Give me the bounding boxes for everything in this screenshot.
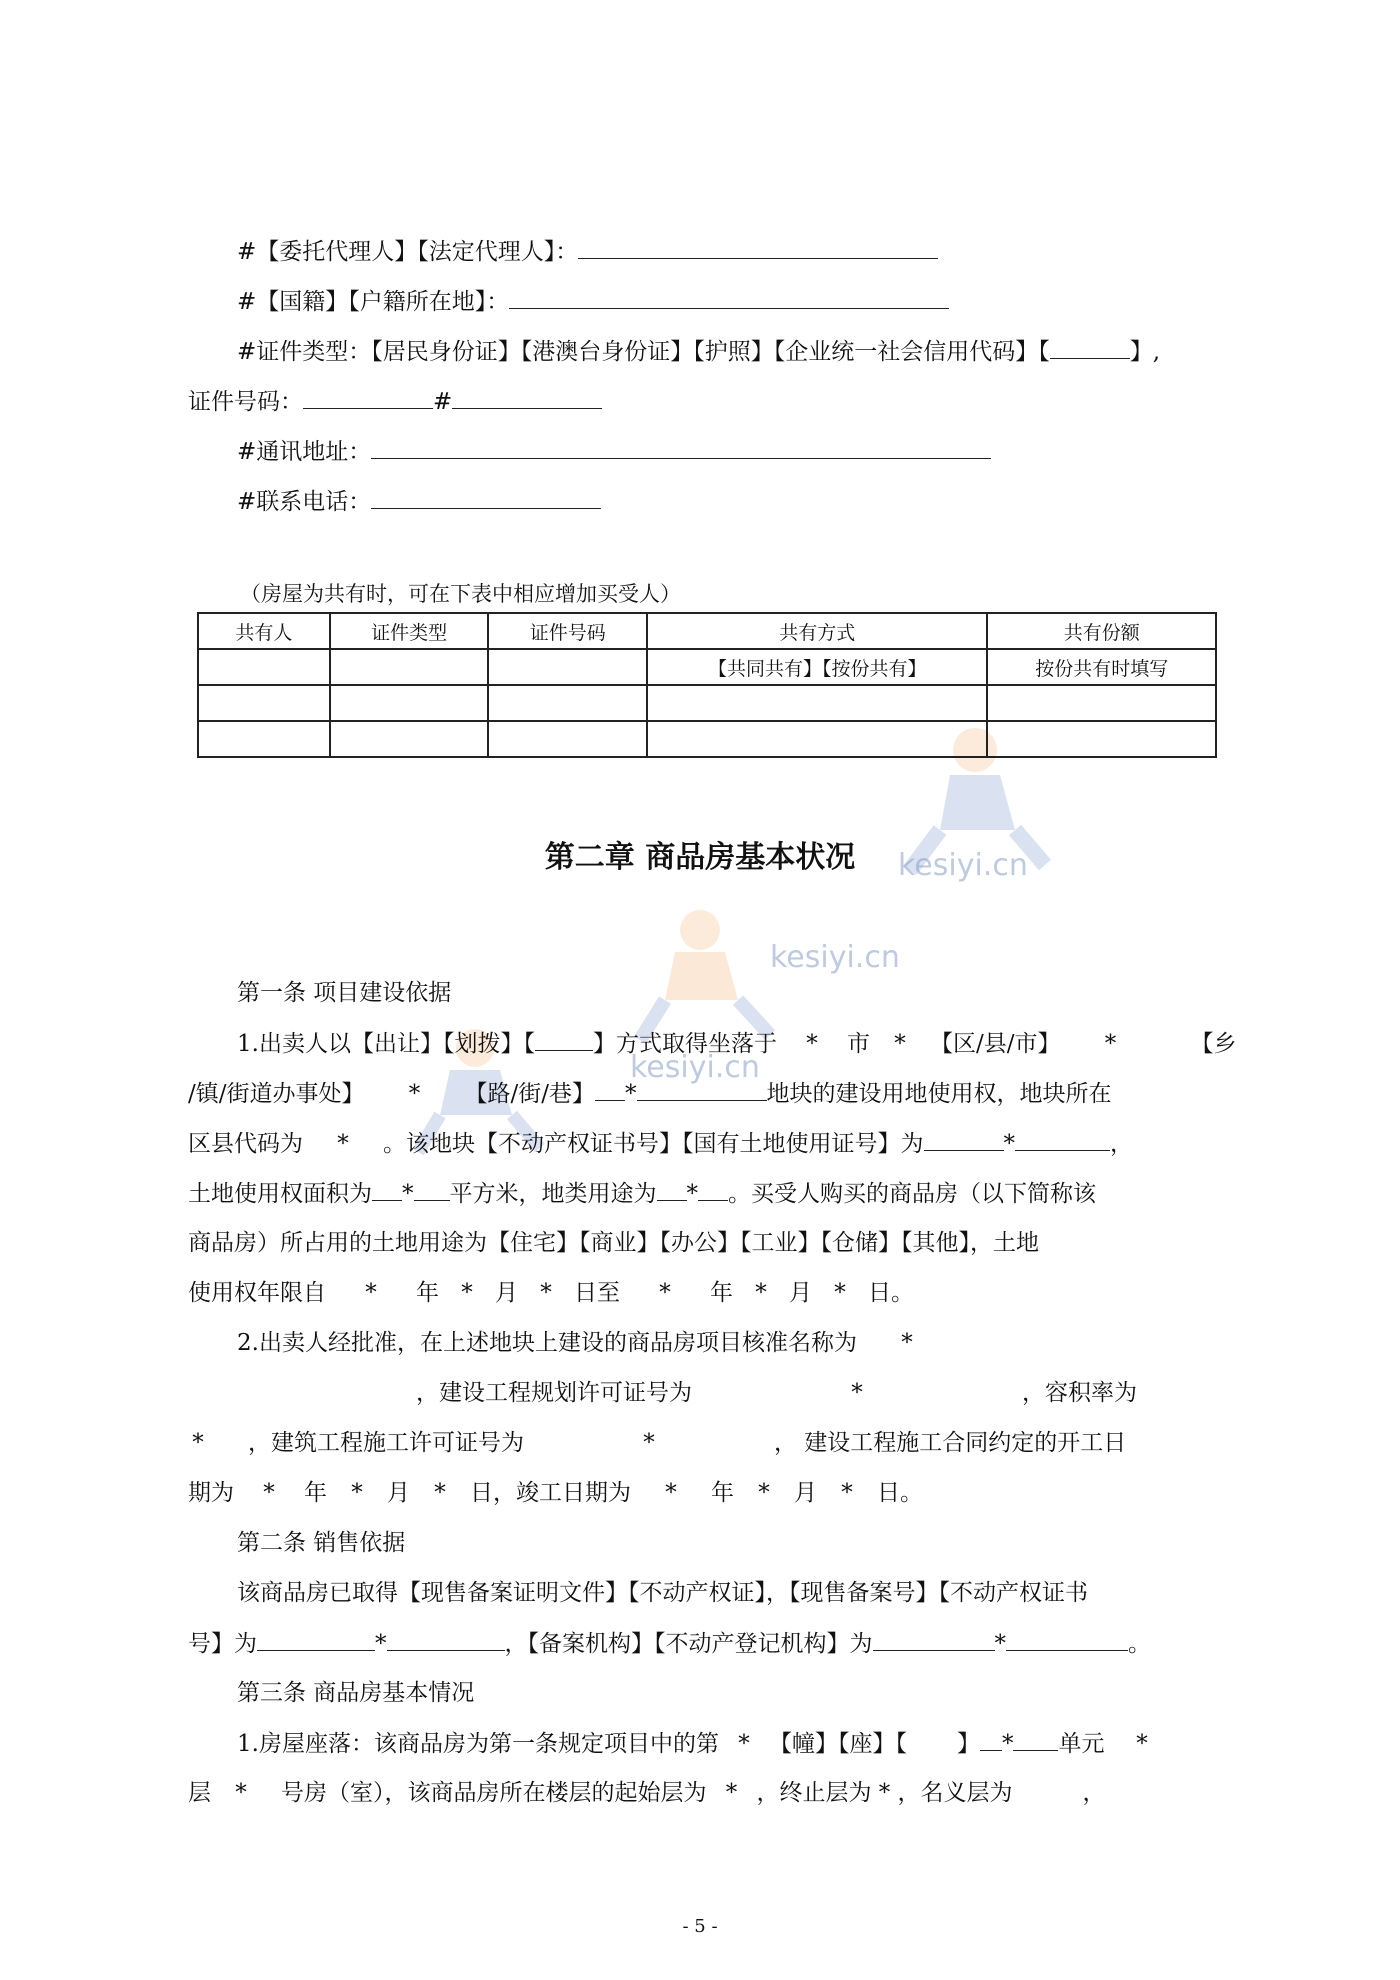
star-mark: * [365,1280,377,1306]
star-mark: * [643,1430,655,1456]
text-span: 单元 [1058,1731,1105,1757]
text-span: 市 [846,1031,870,1057]
star-mark: * [337,1131,349,1157]
star-mark: * [375,1631,387,1657]
star-mark: * [1104,1031,1117,1057]
nationality-line [237,286,949,317]
article-1-p2-line-4 [188,1478,923,1508]
text-span: 。买受人购买的商品房（以下简称该 [728,1181,1096,1207]
table-cell: 【共同共有】【按份共有】 [647,649,987,685]
text-span: 年 [710,1280,733,1306]
text-span: 【幢】【座】【 [768,1731,907,1757]
blank [257,1628,375,1651]
star-mark: * [408,1081,421,1107]
owners-table [197,612,1217,758]
text-span: 号房（室），该商品房所在楼层的起始层为 [281,1780,707,1806]
address-label: #通讯地址： [237,439,372,465]
agent-blank [578,236,938,259]
phone-line [237,486,601,517]
text-span: 层 [188,1780,211,1806]
text-span: 】 [956,1731,980,1757]
text-span: ， [1110,1131,1133,1157]
id-number-blank-2 [452,386,602,409]
id-number-hash: # [433,389,453,415]
owners-header-cell: 共有方式 [647,613,987,649]
text-span: 使用权年限自 [188,1280,326,1306]
text-span: 日。 [868,1280,914,1306]
text-span: ，建设工程规划许可证号为 [416,1380,692,1406]
star-mark: * [263,1480,275,1506]
star-mark: * [834,1280,846,1306]
star-mark: * [402,1181,414,1207]
star-mark: * [894,1031,906,1057]
text-span: 年 [711,1480,734,1506]
star-mark: * [755,1280,767,1306]
star-mark: * [841,1480,853,1506]
watermark-text: kesiyi.cn [898,848,1028,883]
article-2-title: 第二条 销售依据 [237,1530,406,1556]
text-span: 1.出卖人以【出让】【划拨】【 [237,1031,535,1057]
blank [698,1178,728,1201]
text-span: 号】为 [188,1631,257,1657]
star-mark: * [461,1280,473,1306]
id-number-label: 证件号码： [188,389,303,415]
text-span: 日，竣工日期为 [470,1480,631,1506]
text-span: 区县代码为 [188,1131,303,1157]
blank [535,1028,593,1051]
text-span: 】方式取得坐落于 [592,1031,777,1057]
owners-table-caption: （房屋为共有时，可在下表中相应增加买受人） [240,582,681,606]
text-span: 月 [789,1280,812,1306]
text-span: ，建筑工程施工许可证号为 [248,1430,524,1456]
text-span: 期为 [188,1480,234,1506]
blank [595,1078,625,1101]
star-mark: * [192,1430,204,1456]
table-cell [488,685,647,721]
star-mark: * [665,1480,677,1506]
text-span: ，【备案机构】【不动产登记机构】为 [504,1631,873,1657]
phone-blank [371,486,601,509]
article-1-p2-line-3 [188,1428,1126,1458]
chapter-title: 第二章 商品房基本状况 [544,840,856,875]
id-number-line [188,386,602,417]
star-mark: * [1001,1731,1014,1757]
blank [637,1078,767,1101]
article-1-p1-line-1 [237,1028,1236,1059]
article-3-line-1 [237,1728,1179,1759]
text-span: ， [1082,1780,1106,1806]
text-span: 【路/街/巷】 [464,1081,595,1107]
nationality-label: #【国籍】【户籍所在地】： [237,289,510,315]
text-span: ，名义层为 [897,1780,1013,1806]
table-cell [198,721,330,757]
text-span: 【乡 [1190,1031,1237,1057]
text-span: 日至 [574,1280,620,1306]
blank [372,1178,402,1201]
owners-header-cell: 证件类型 [330,613,489,649]
phone-label: #联系电话： [237,489,372,515]
text-span: 2.出卖人经批准，在上述地块上建设的商品房项目核准名称为 [237,1330,857,1356]
star-mark: * [540,1280,552,1306]
star-mark: * [1136,1731,1148,1757]
table-cell [647,721,987,757]
watermark-text: kesiyi.cn [630,1050,760,1085]
blank [873,1628,995,1651]
star-mark: * [725,1780,738,1806]
text-span: 地块的建设用地使用权，地块所在 [766,1081,1112,1107]
star-mark: * [686,1181,698,1207]
owners-header-cell: 共有人 [198,613,330,649]
blank [1015,1128,1110,1151]
table-cell [987,685,1216,721]
table-cell [488,721,647,757]
id-type-other-blank [1050,336,1130,359]
table-cell [330,649,489,685]
text-span: 【区/县/市】 [929,1031,1061,1057]
article-3-line-2 [188,1778,1106,1808]
star-mark: * [994,1631,1006,1657]
star-mark: * [659,1280,671,1306]
star-mark: * [351,1480,363,1506]
address-blank [371,436,991,459]
table-cell [987,721,1216,757]
star-mark: * [878,1780,891,1806]
star-mark: * [235,1780,247,1806]
article-2-line-1: 该商品房已取得【现售备案证明文件】【不动产权证】，【现售备案号】【不动产权证书 [237,1580,1088,1606]
blank [414,1178,450,1201]
blank [387,1628,505,1651]
address-line [237,436,991,467]
id-number-blank-1 [303,386,433,409]
text-span: 土地使用权面积为 [188,1181,372,1207]
text-span: 1.房屋座落：该商品房为第一条规定项目中的第 [237,1731,719,1757]
owners-table-header-row [198,613,1216,649]
article-1-p1-line-2 [188,1078,1112,1109]
article-1-p1-line-6 [188,1278,914,1308]
owners-header-cell: 共有份额 [987,613,1216,649]
article-1-p1-line-5: 商品房）所占用的土地用途为【住宅】【商业】【办公】【工业】【仓储】【其他】，土地 [188,1230,1039,1256]
owners-header-cell: 证件号码 [488,613,647,649]
table-row [198,721,1216,757]
star-mark: * [434,1480,446,1506]
id-type-label: #证件类型：【居民身份证】【港澳台身份证】【护照】【企业统一社会信用代码】【 [237,339,1050,365]
star-mark: * [901,1330,913,1356]
text-span: 平方米，地类用途为 [449,1181,657,1207]
article-2-line-2 [188,1628,1151,1659]
text-span: ，终止层为 [756,1780,872,1806]
nationality-blank [509,286,949,309]
text-span: /镇/街道办事处】 [188,1081,365,1107]
text-span: 年 [304,1480,327,1506]
table-row [198,649,1216,685]
table-cell [198,685,330,721]
agent-label: #【委托代理人】【法定代理人】： [237,239,579,265]
star-mark: * [758,1480,770,1506]
table-cell: 按份共有时填写 [987,649,1216,685]
star-mark: * [851,1380,863,1406]
blank [980,1728,1002,1751]
star-mark: * [1003,1131,1015,1157]
text-span: ， 建设工程施工合同约定的开工日 [774,1430,1127,1456]
text-span: ，容积率为 [1022,1380,1137,1406]
article-1-p2-line-1 [237,1328,957,1358]
text-span: 月 [387,1480,410,1506]
article-3-title: 第三条 商品房基本情况 [237,1680,475,1706]
id-type-suffix: 】, [1129,339,1161,365]
text-span: 月 [495,1280,518,1306]
agent-line [237,236,938,267]
text-span: 月 [794,1480,817,1506]
blank [1006,1628,1128,1651]
table-cell [647,685,987,721]
id-type-line [237,336,1160,367]
star-mark: * [738,1731,750,1757]
text-span: 日。 [877,1480,923,1506]
table-cell [198,649,330,685]
table-cell [488,649,647,685]
blank [1013,1728,1058,1751]
page-number: - 5 - [682,1916,718,1937]
table-cell [330,721,489,757]
blank [657,1178,687,1201]
article-1-p2-line-2 [416,1378,1137,1408]
text-span: 年 [416,1280,439,1306]
star-mark: * [625,1081,637,1107]
article-1-p1-line-4 [188,1178,1096,1209]
table-row [198,685,1216,721]
text-span: 。该地块【不动产权证书号】【国有土地使用证号】为 [383,1131,924,1157]
article-1-p1-line-3 [188,1128,1133,1159]
blank [924,1128,1004,1151]
watermark-text: kesiyi.cn [770,940,900,975]
star-mark: * [806,1031,818,1057]
text-span: 。 [1128,1631,1151,1657]
table-cell [330,685,489,721]
article-1-title: 第一条 项目建设依据 [237,980,452,1006]
